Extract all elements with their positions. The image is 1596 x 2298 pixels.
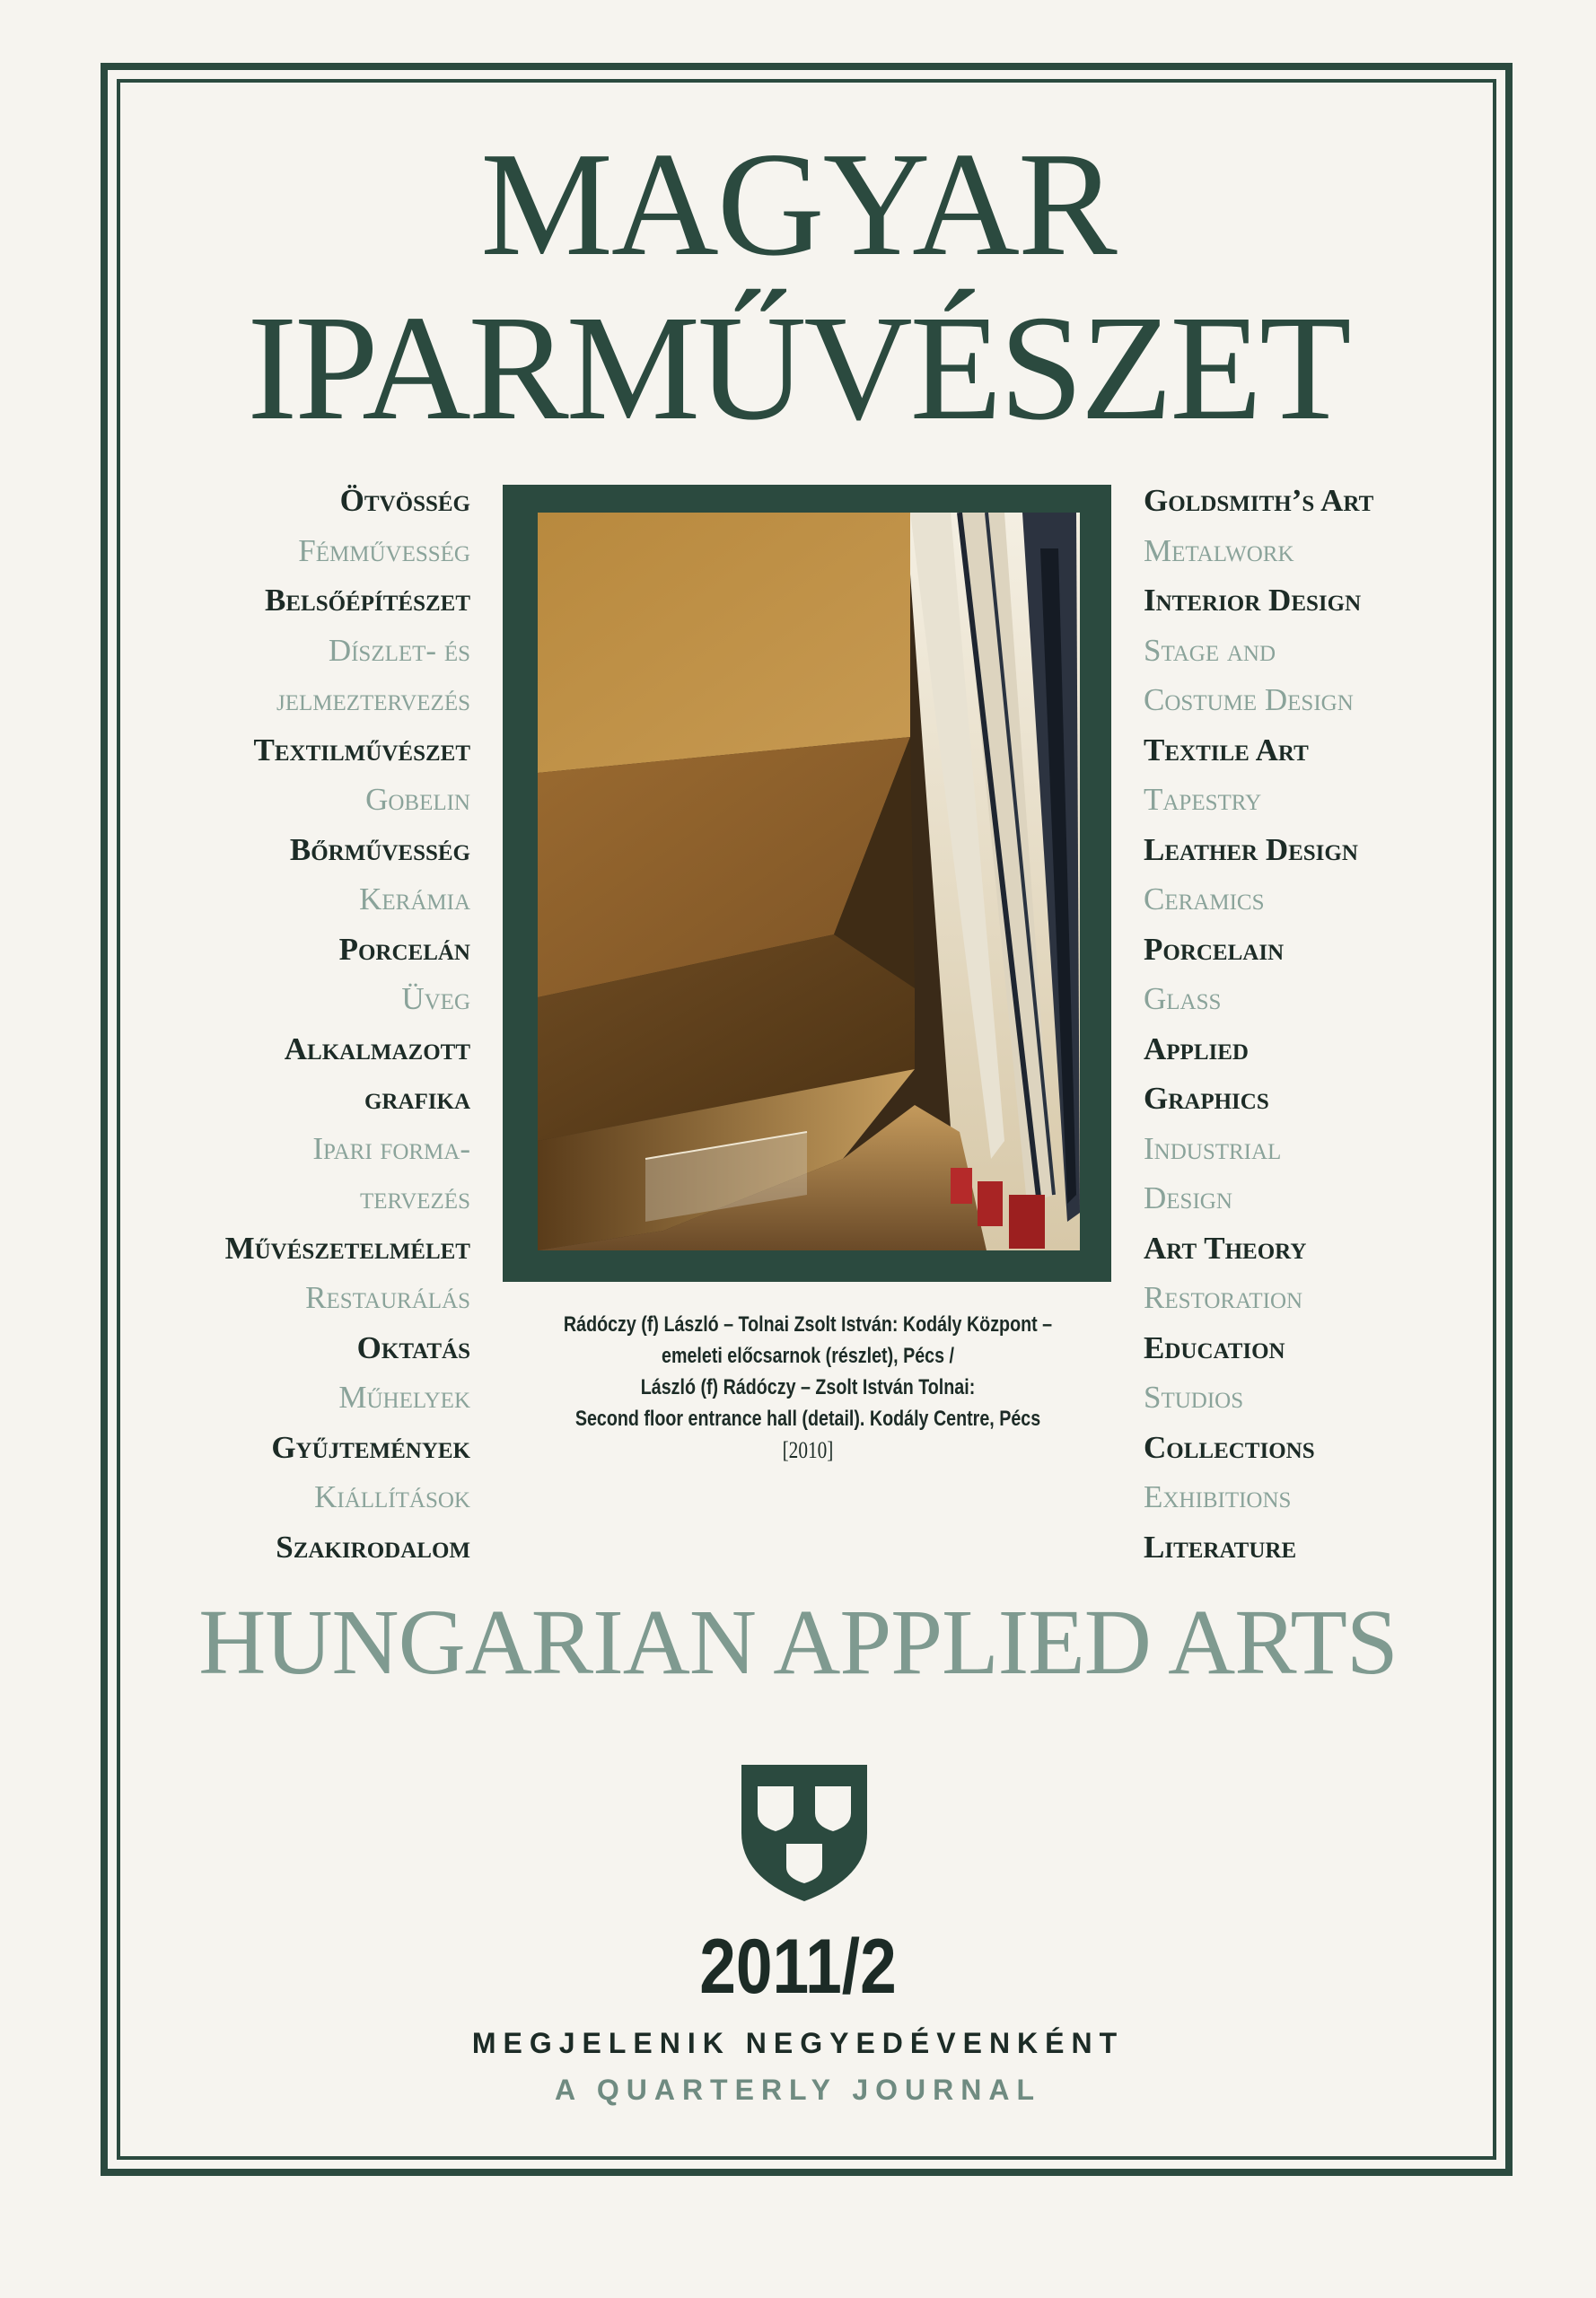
topic-item: Művészetelmélet [224,1230,470,1266]
topic-item: Studios [1144,1380,1244,1415]
topic-item: Tapestry [1144,782,1262,817]
topic-item: Applied [1144,1031,1249,1066]
topic-item: Leather Design [1144,831,1358,867]
topic-item: Műhelyek [338,1380,470,1415]
topic-item: Kerámia [359,881,470,917]
cover-photo [538,513,1080,1250]
topic-item: Glass [1144,981,1222,1016]
topic-item: Interior Design [1144,583,1362,618]
title-line-1: MAGYAR [480,121,1116,286]
topic-item: Metalwork [1144,532,1294,568]
topic-item: Costume Design [1144,682,1354,717]
caption-line-1: Rádóczy (f) László – Tolnai Zsolt István: Kodály Központ – [563,1312,1053,1337]
right-topic-list [1144,476,1503,1572]
topic-item: Bőrművesség [289,831,470,867]
topic-item: Restaurálás [305,1280,470,1315]
topic-item: jelmeztervezés [276,682,470,717]
topic-item: Textilművészet [253,732,470,767]
topic-item: Goldsmith’s Art [1144,483,1374,518]
title-line-2: IPARMŰVÉSZET [247,285,1349,452]
topic-item: Art Theory [1144,1230,1307,1266]
topic-item: tervezés [360,1180,470,1215]
topic-item: Kiállítások [314,1479,470,1514]
caption-line-4: Second floor entrance hall (detail). Kodály Centre, Pécs [574,1407,1041,1431]
topic-item: Literature [1144,1529,1297,1565]
topic-item: Design [1144,1180,1232,1215]
topic-item: Oktatás [356,1329,470,1365]
topic-item: Restoration [1144,1280,1303,1315]
shield-logo-icon [738,1761,871,1905]
caption-line-2: emeleti előcsarnok (részlet), Pécs / [662,1344,954,1368]
english-title: HUNGARIAN APPLIED ARTS [198,1591,1398,1694]
topic-item: Fémművesség [298,532,470,568]
frequency-hungarian: MEGJELENIK NEGYEDÉVENKÉNT [471,2027,1125,2059]
topic-item: Belsőépítészet [265,583,470,618]
topic-item: Collections [1144,1429,1315,1465]
frequency-english: A QUARTERLY JOURNAL [555,2074,1041,2106]
topic-item: Díszlet- és [328,632,470,668]
topic-item: Ötvösség [339,483,470,518]
caption-line-3: László (f) Rádóczy – Zsolt István Tolnai: [640,1375,976,1399]
topic-item: Textile Art [1144,732,1309,767]
topic-item: Porcelán [338,931,470,967]
topic-item: Porcelain [1144,931,1285,967]
topic-item: Ipari forma- [312,1130,470,1166]
topic-item: Exhibitions [1144,1479,1292,1514]
photo-caption [557,1309,1058,1466]
caption-year: [2010] [782,1437,834,1463]
topic-item: Ceramics [1144,881,1265,917]
issue-number: 2011/2 [699,1924,897,2010]
topic-item: Alkalmazott [284,1031,470,1066]
topic-item: Stage and [1144,632,1276,668]
topic-item: Gobelin [365,782,470,817]
topic-item: Üveg [401,981,470,1016]
topic-item: Industrial [1144,1130,1282,1166]
left-topic-list [144,476,470,1572]
topic-item: Graphics [1144,1081,1269,1116]
topic-item: Szakirodalom [276,1529,470,1565]
topic-item: Gyűjtemények [271,1429,470,1465]
topic-item: Education [1144,1329,1285,1365]
topic-item: grafika [364,1081,470,1116]
